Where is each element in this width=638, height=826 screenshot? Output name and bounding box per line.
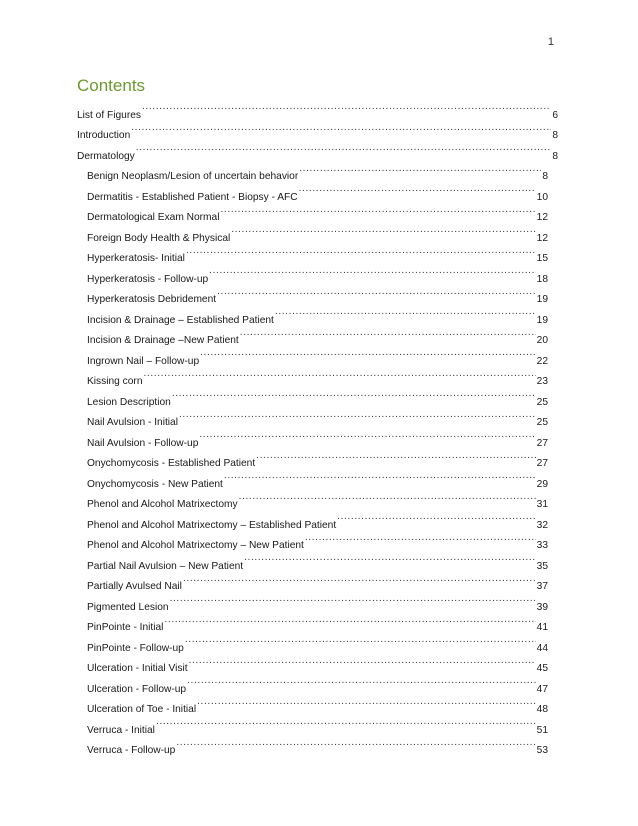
toc-dot-leader: [244, 548, 536, 569]
toc-dot-leader: [220, 200, 535, 221]
toc-dot-leader: [299, 159, 541, 180]
toc-entry-page: 20: [536, 335, 548, 346]
toc-entry-title: Benign Neoplasm/Lesion of uncertain behavior: [87, 171, 299, 182]
toc-dot-leader: [256, 446, 535, 467]
toc-entry-title: Foreign Body Health & Physical: [87, 232, 231, 244]
toc-entry-page: 29: [536, 478, 548, 490]
toc-entry-page: 47: [536, 683, 548, 695]
toc-entry-title: Dermatological Exam Normal: [87, 212, 220, 223]
toc-entry-page: 10: [536, 191, 548, 203]
toc-entry-page: 23: [536, 376, 548, 387]
toc-entry-title: Phenol and Alcohol Matrixectomy – Established Patient: [87, 519, 337, 531]
toc-dot-leader: [275, 302, 536, 323]
toc-entry-page: 25: [536, 396, 548, 408]
toc-dot-leader: [199, 425, 535, 446]
toc-entry-title: Verruca - Follow-up: [87, 745, 176, 756]
table-of-contents: [77, 97, 562, 756]
toc-entry-title: Ulceration of Toe - Initial: [87, 704, 197, 715]
toc-dot-leader: [305, 528, 536, 549]
toc-entry-page: 22: [536, 355, 548, 367]
toc-entry-title: Hyperkeratosis Debridement: [87, 294, 217, 305]
toc-entry-page: 32: [536, 519, 548, 531]
toc-entry-title: Nail Avulsion - Initial: [87, 417, 178, 428]
toc-entry-page: 41: [536, 622, 548, 633]
toc-entry-page: 48: [536, 704, 548, 715]
toc-dot-leader: [176, 733, 535, 754]
toc-dot-leader: [337, 507, 535, 528]
toc-dot-leader: [144, 364, 536, 385]
toc-entry[interactable]: [77, 118, 558, 139]
toc-entry-title: Ulceration - Follow-up: [87, 683, 187, 695]
toc-dot-leader: [200, 343, 536, 364]
toc-entry-title: Partially Avulsed Nail: [87, 581, 182, 592]
toc-entry-title: PinPointe - Initial: [87, 622, 164, 633]
toc-entry-page: 19: [536, 294, 548, 305]
toc-entry-page: 44: [536, 642, 548, 654]
toc-entry-title: Partial Nail Avulsion – New Patient: [87, 560, 244, 572]
toc-entry-page: 18: [536, 273, 548, 285]
toc-entry-title: Hyperkeratosis- Initial: [87, 253, 185, 264]
toc-entry[interactable]: [77, 159, 548, 180]
toc-entry[interactable]: [77, 97, 558, 121]
toc-dot-leader: [189, 651, 536, 672]
toc-dot-leader: [209, 261, 536, 282]
toc-entry-title: Verruca - Initial: [87, 724, 155, 736]
toc-entry-title: Pigmented Lesion: [87, 601, 169, 613]
toc-entry-title: Kissing corn: [87, 376, 143, 387]
toc-entry-page: 12: [536, 232, 548, 244]
toc-entry[interactable]: [77, 138, 558, 162]
toc-entry-title: List of Figures: [77, 109, 141, 121]
toc-dot-leader: [187, 671, 536, 692]
toc-entry-title: Hyperkeratosis - Follow-up: [87, 273, 209, 285]
toc-entry-page: 37: [536, 581, 548, 592]
toc-entry-page: 39: [536, 601, 548, 613]
toc-entry-title: Dermatitis - Established Patient - Biopsy - AFC: [87, 191, 298, 203]
toc-entry-page: 25: [536, 417, 548, 428]
toc-entry-title: Introduction: [77, 130, 131, 141]
toc-entry-page: 35: [536, 560, 548, 572]
toc-entry-title: Onychomycosis - Established Patient: [87, 458, 256, 469]
toc-entry-page: 33: [536, 540, 548, 551]
toc-entry-title: Phenol and Alcohol Matrixectomy: [87, 499, 238, 510]
toc-entry-page: 31: [536, 499, 548, 510]
toc-entry-page: 12: [536, 212, 548, 223]
contents-heading: Contents: [77, 76, 146, 95]
toc-dot-leader: [197, 692, 536, 713]
toc-entry[interactable]: [77, 364, 548, 385]
toc-entry-page: 8: [552, 130, 558, 141]
toc-entry-title: PinPointe - Follow-up: [87, 642, 184, 654]
toc-entry-page: 8: [542, 171, 548, 182]
toc-dot-leader: [131, 118, 551, 139]
toc-entry-title: Ingrown Nail – Follow-up: [87, 355, 200, 367]
toc-dot-leader: [183, 569, 536, 590]
toc-entry-page: 27: [536, 458, 548, 469]
toc-dot-leader: [240, 323, 536, 344]
page-number: 1: [547, 36, 554, 48]
toc-entry-title: Dermatology: [77, 150, 135, 162]
toc-dot-leader: [156, 712, 536, 733]
toc-dot-leader: [136, 138, 552, 159]
toc-entry-title: Phenol and Alcohol Matrixectomy – New Patient: [87, 540, 304, 551]
toc-entry-title: Onychomycosis - New Patient: [87, 478, 223, 490]
toc-dot-leader: [186, 241, 536, 262]
toc-dot-leader: [170, 589, 536, 610]
toc-entry-page: 15: [536, 253, 548, 264]
toc-entry-title: Incision & Drainage – Established Patient: [87, 314, 274, 326]
toc-dot-leader: [224, 466, 536, 487]
toc-entry-title: Nail Avulsion - Follow-up: [87, 437, 199, 449]
toc-dot-leader: [164, 610, 535, 631]
toc-entry-title: Ulceration - Initial Visit: [87, 663, 188, 674]
toc-entry-title: Lesion Description: [87, 396, 171, 408]
toc-dot-leader: [179, 405, 536, 426]
toc-entry-page: 6: [552, 109, 558, 121]
toc-entry[interactable]: [77, 384, 548, 408]
toc-entry-page: 19: [536, 314, 548, 326]
toc-entry-page: 53: [536, 745, 548, 756]
toc-entry-title: Incision & Drainage –New Patient: [87, 335, 239, 346]
toc-dot-leader: [217, 282, 536, 303]
toc-dot-leader: [299, 179, 536, 200]
toc-dot-leader: [239, 487, 536, 508]
toc-dot-leader: [231, 220, 535, 241]
toc-entry-page: 45: [536, 663, 548, 674]
toc-entry-page: 51: [536, 724, 548, 736]
toc-dot-leader: [185, 630, 536, 651]
toc-entry-page: 27: [536, 437, 548, 449]
toc-dot-leader: [142, 97, 551, 118]
toc-dot-leader: [172, 384, 536, 405]
toc-entry-page: 8: [552, 150, 558, 162]
